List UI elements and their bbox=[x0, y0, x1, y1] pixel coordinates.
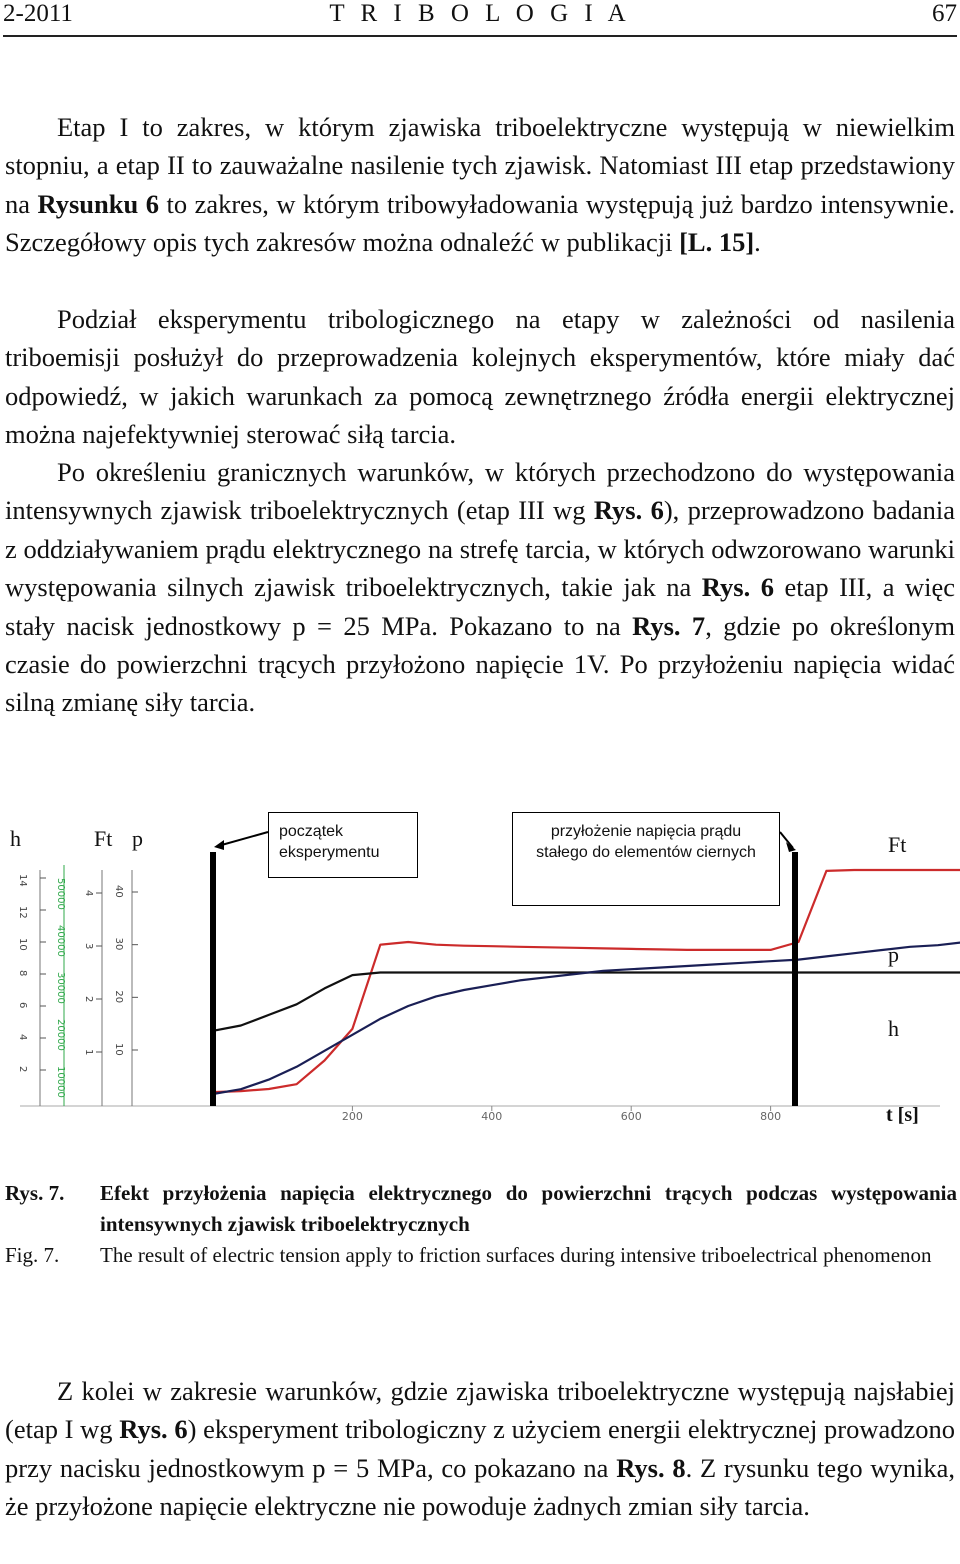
x-tick-label: 600 bbox=[620, 1110, 642, 1123]
h-scale-label: 12 bbox=[17, 906, 28, 919]
p-scale-label: 2 bbox=[83, 996, 94, 1003]
curve-label-h: h bbox=[888, 1016, 899, 1041]
ft-scale-label: 20 bbox=[113, 990, 124, 1004]
text: . Z rysunku tego wynika, że przyłożone napięcie elektryczne nie powoduje żadnych zmian siły tarcia. bbox=[5, 1452, 955, 1522]
text: . bbox=[754, 227, 761, 258]
green-scale-label: 20000 bbox=[55, 1019, 66, 1051]
text: Podział eksperymentu tribologicznego na etapy w zależności od nasilenia triboemisji posłużył do przeprowadzenia kolejnych eksperymentów, które miały dać odpowiedź, w jakich warunkach za pomocą zewnętrznego źródła energii elektrycznej można najefektywniej sterować siłą tarcia. bbox=[5, 304, 955, 450]
arrow-head bbox=[786, 842, 796, 852]
x-tick-label: 200 bbox=[341, 1110, 363, 1123]
p-scale-label: 4 bbox=[83, 890, 94, 897]
header-rule bbox=[3, 35, 957, 37]
arrow-head bbox=[214, 840, 224, 850]
text: to zakres, w którym tribowyładowania występują już bardzo intensywnie. Szczegółowy opis tych zakresów można odnaleźć w publikacji bbox=[5, 188, 955, 258]
figure-reference: Rys. 6 bbox=[593, 495, 664, 526]
page-header bbox=[0, 0, 960, 40]
text: , gdzie po określonym czasie do powierzchni trących przyłożono napięcie 1V. Po przyłożeniu napięcia widać silną zmianę siły tarcia. bbox=[5, 610, 955, 718]
h-scale-label: 2 bbox=[17, 1066, 28, 1073]
paragraph-1 bbox=[5, 108, 955, 262]
h-scale-label: 8 bbox=[17, 970, 28, 977]
curve-p bbox=[213, 973, 960, 1031]
p-scale-label: 1 bbox=[83, 1049, 94, 1056]
p-scale-label: 3 bbox=[83, 943, 94, 950]
green-scale-label: 30000 bbox=[55, 972, 66, 1004]
caption-english bbox=[5, 1240, 957, 1302]
h-scale-label: 10 bbox=[17, 938, 28, 951]
figure-reference: Rys. 6 bbox=[701, 572, 774, 603]
x-tick-label: 800 bbox=[760, 1110, 782, 1123]
figure-reference: Rys. 7 bbox=[632, 610, 706, 641]
text: Etap I to zakres, w którym zjawiska triboelektryczne występują w niewielkim stopniu, a etap II to zauważalne nasilenie tych zjawisk. Natomiast III etap przedstawiony na bbox=[5, 112, 955, 219]
green-scale-label: 10000 bbox=[55, 1066, 66, 1098]
caption-key: Rys. 7. bbox=[5, 1181, 65, 1205]
callout-start-arrow bbox=[218, 832, 268, 846]
page-number: 67 bbox=[932, 0, 957, 27]
figure-reference: Rys. 8 bbox=[616, 1452, 686, 1483]
h-scale-label: 6 bbox=[17, 1002, 28, 1009]
text: Po określeniu granicznych warunków, w których przechodzono do występowania intensywnych zjawisk triboelektrycznych (etap III wg bbox=[5, 457, 955, 526]
x-tick-label: 400 bbox=[481, 1110, 503, 1123]
event-marker bbox=[792, 852, 798, 1106]
paragraph-4 bbox=[5, 1372, 955, 1526]
axis-label-h: h bbox=[10, 826, 21, 851]
figure-7-plot bbox=[0, 810, 960, 1140]
figure-reference: Rys. 6 bbox=[119, 1414, 188, 1445]
curve-label-p: p bbox=[888, 942, 899, 967]
h-scale-label: 4 bbox=[17, 1034, 28, 1041]
text: Z kolei w zakresie warunków, gdzie zjawiska triboelektryczne występują najsłabiej (etap I wg bbox=[5, 1376, 955, 1445]
citation-reference: [L. 15] bbox=[679, 227, 755, 258]
green-scale-label: 50000 bbox=[55, 878, 66, 910]
text: ), przeprowadzono badania z oddziaływaniem prądu elektrycznego na strefę tarcia, w których odwzorowano warunki występowania silnych zjawisk triboelektrycznych, takie jak na bbox=[5, 495, 955, 603]
curve-label-ft: Ft bbox=[888, 832, 907, 857]
ft-scale-label: 10 bbox=[113, 1043, 124, 1056]
caption-polish bbox=[5, 1178, 957, 1240]
paragraph-3 bbox=[5, 453, 955, 722]
callout-voltage-applied: przyłożenie napięcia prądu stałego do elementów ciernych bbox=[512, 812, 780, 906]
callout-voltage-arrow bbox=[780, 832, 793, 848]
text: ) eksperyment tribologiczny z użyciem energii elektrycznej prowadzono przy nacisku jednostkowym p = 5 MPa, co pokazano na bbox=[5, 1414, 955, 1483]
journal-title: T R I B O L O G I A bbox=[329, 0, 631, 27]
caption-text: The result of electric tension apply to friction surfaces during intensive triboelectrical phenomenon bbox=[100, 1243, 932, 1267]
axis-label-p: p bbox=[132, 826, 143, 851]
callout-experiment-start: początek eksperymentu bbox=[268, 812, 418, 878]
text: etap III, a więc stały nacisk jednostkowy p = 25 MPa. Pokazano to na bbox=[5, 572, 955, 641]
caption-text: Efekt przyłożenia napięcia elektrycznego do powierzchni trących podczas występowania intensywnych zjawisk triboelektrycznych bbox=[100, 1181, 957, 1236]
event-marker bbox=[210, 852, 216, 1106]
issue-number: 2-2011 bbox=[3, 0, 73, 27]
h-scale-label: 14 bbox=[17, 874, 28, 887]
ft-scale-label: 40 bbox=[113, 885, 124, 898]
figure-reference: Rysunku 6 bbox=[37, 188, 159, 219]
figure-7 bbox=[0, 810, 960, 1140]
axis-label-ft: Ft bbox=[94, 826, 113, 851]
green-scale-label: 40000 bbox=[55, 925, 66, 957]
ft-scale-label: 30 bbox=[113, 937, 124, 951]
x-axis-label: t [s] bbox=[886, 1104, 919, 1126]
caption-key: Fig. 7. bbox=[5, 1243, 60, 1267]
curve-h bbox=[213, 942, 960, 1094]
paragraph-2 bbox=[5, 300, 955, 454]
